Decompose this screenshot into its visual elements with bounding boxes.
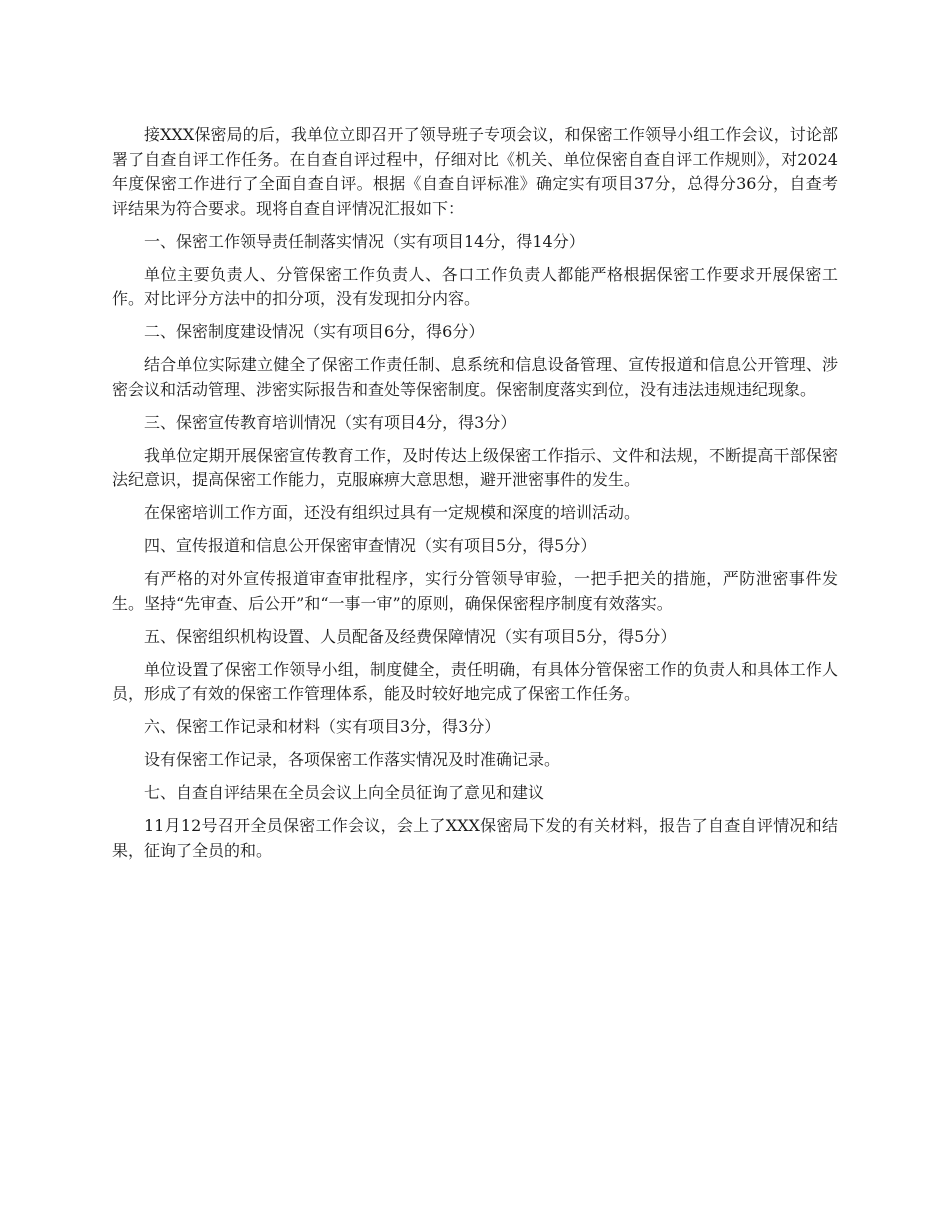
section-heading-1: 一、保密工作领导责任制落实情况（实有项目14分，得14分） <box>144 231 585 251</box>
section-heading-3: 三、保密宣传教育培训情况（实有项目4分，得3分） <box>144 412 517 432</box>
section-heading-7: 七、自查自评结果在全员会议上向全员征询了意见和建议 <box>144 783 545 802</box>
section-heading-6: 六、保密工作记录和材料（实有项目3分，得3分） <box>144 717 501 736</box>
intro-paragraph: 接XXX保密局的后，我单位立即召开了领导班子专项会议，和保密工作领导小组工作会议，讨论部署了自查自评工作任务。在自查自评过程中，仔细对比《机关、单位保密自查自评工作规则》，对2024年度保密工作进行了全面自查自评。根据《自查自评标准》确定实有项目37分，总得分36分，自查考评结果为符合要求。现将自查自评情况汇报如下： <box>112 125 838 218</box>
section-body-1: 单位主要负责人、分管保密工作负责人、各口工作负责人都能严格根据保密工作要求开展保密工作。对比评分方法中的扣分项，没有发现扣分内容。 <box>112 264 838 308</box>
document-body <box>112 123 838 872</box>
section-heading-4: 四、宣传报道和信息公开保密审查情况（实有项目5分，得5分） <box>144 536 597 555</box>
section-heading-2: 二、保密制度建设情况（实有项目6分，得6分） <box>144 322 485 341</box>
section-body-2: 结合单位实际建立健全了保密工作责任制、息系统和信息设备管理、宣传报道和信息公开管理、涉密会议和活动管理、涉密实际报告和查处等保密制度。保密制度落实到位，没有违法违规违纪现象。 <box>112 355 838 399</box>
section-heading-5: 五、保密组织机构设置、人员配备及经费保障情况（实有项目5分，得5分） <box>144 626 677 646</box>
section-body-7: 11月12号召开全员保密工作会议，会上了XXX保密局下发的有关材料，报告了自查自评情况和结果，征询了全员的和。 <box>112 816 838 860</box>
section-body-3a: 我单位定期开展保密宣传教育工作，及时传达上级保密工作指示、文件和法规，不断提高干部保密法纪意识，提高保密工作能力，克服麻痹大意思想，避开泄密事件的发生。 <box>112 445 838 489</box>
section-body-4: 有严格的对外宣传报道审查审批程序，实行分管领导审验，一把手把关的措施，严防泄密事件发生。坚持“先审查、后公开”和“一事一审”的原则，确保保密程序制度有效落实。 <box>112 569 838 613</box>
section-body-5: 单位设置了保密工作领导小组，制度健全，责任明确，有具体分管保密工作的负责人和具体工作人员，形成了有效的保密工作管理体系，能及时较好地完成了保密工作任务。 <box>112 659 838 703</box>
section-body-6: 设有保密工作记录，各项保密工作落实情况及时准确记录。 <box>144 750 561 769</box>
section-body-3b: 在保密培训工作方面，还没有组织过具有一定规模和深度的培训活动。 <box>144 503 641 522</box>
